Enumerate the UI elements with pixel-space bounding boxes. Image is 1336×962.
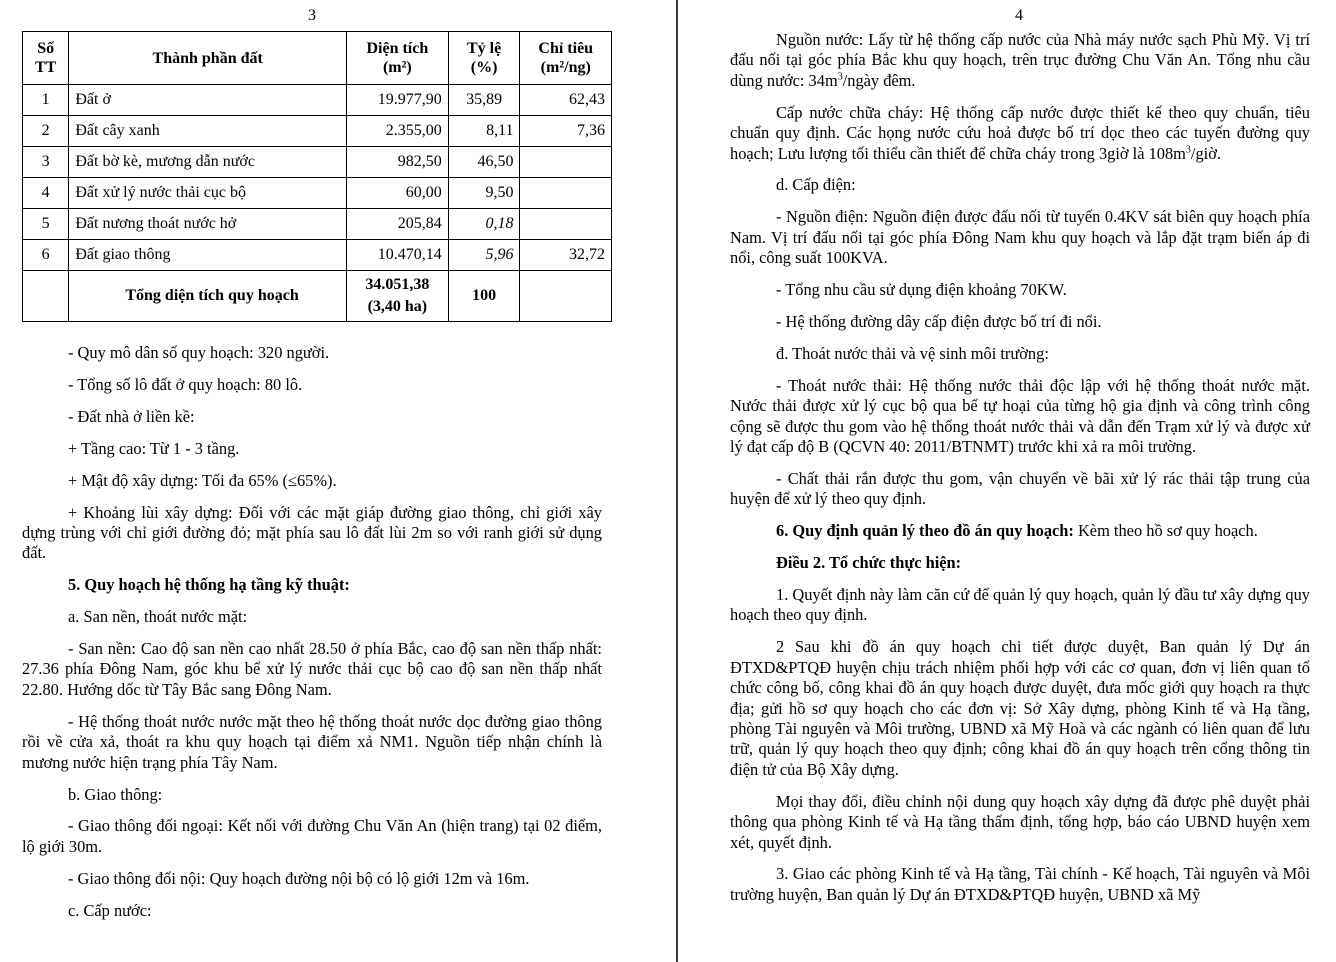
cell-ratio: 9,50 [448,178,520,209]
page-number: 3 [308,7,316,24]
cell-name: Đất cây xanh [69,116,347,147]
paragraph: - San nền: Cao độ san nền cao nhất 28.50 ở phía Bắc, cao độ san nền thấp nhất: 27.36 phía Đông Nam, góc khu bể xử lý nước thải cục bộ cao độ san nền thấp nhất 22.80. Hướng dốc từ Tây Bắc sang Đông Nam. [22,639,602,699]
paragraph: a. San nền, thoát nước mặt: [68,607,248,627]
table-row [23,178,612,209]
paragraph: đ. Thoát nước thải và vệ sinh môi trường: [776,343,1049,363]
table-row [23,116,612,147]
header-ratio: Tỷ lệ (%) [448,32,520,85]
cell-ratio: 8,11 [448,116,520,147]
header-stt: Số TT [23,32,69,85]
paragraph: 1. Quyết định này làm căn cứ để quản lý quy hoạch, quản lý đầu tư xây dựng quy hoạch theo quy định. [730,585,1310,625]
table-row [23,209,612,240]
paragraph: c. Cấp nước: [68,900,152,920]
paragraph: - Hệ thống thoát nước nước mặt theo hệ thống thoát nước dọc đường giao thông rồi về cửa xả, thoát ra khu quy hoạch tại điểm xả NM1. Nguồn tiếp nhận chính là mương nước hiện trạng phía Tây Nam. [22,711,602,772]
cell-ratio: 35,89 [448,85,520,116]
cell-index [520,178,612,209]
paragraph: - Giao thông đối nội: Quy hoạch đường nội bộ có lộ giới 12m và 16m. [68,868,530,888]
cell-stt-empty [23,271,69,322]
left-body-text [22,343,602,933]
total-label: Tổng diện tích quy hoạch [69,271,347,322]
cell-area: 19.977,90 [347,85,449,116]
cell-index: 7,36 [520,116,612,147]
table-row [23,240,612,271]
document-page-4 [678,0,1336,962]
cell-index: 32,72 [520,240,612,271]
total-area-ha: (3,40 ha) [367,298,428,315]
paragraph: 2 Sau khi đồ án quy hoạch chi tiết được duyệt, Ban quản lý Dự án ĐTXD&PTQĐ huyện chịu trách nhiệm phối hợp với các cơ quan, đơn vị liên quan tổ chức công bố, công khai đồ án quy hoạch được duyệt, đưa mốc giới quy hoạch ra thực địa; gửi hồ sơ quy hoạch cho các đơn vị: Sở Xây dựng, phòng Kinh tế và Hạ tầng, phòng Tài nguyên và Môi trường, UBND xã Mỹ Hoà và các ngành có liên quan để lưu trữ, quản lý quy hoạch theo quy định; công khai đồ án quy hoạch trên cổng thông tin điện tử của Bộ Xây dựng. [730,637,1310,779]
cell-area: 2.355,00 [347,116,449,147]
paragraph: b. Giao thông: [68,784,163,804]
paragraph: - Tổng nhu cầu sử dụng điện khoảng 70KW. [776,280,1067,300]
paragraph-fire-water [730,103,1310,164]
paragraph: - Chất thải rắn được thu gom, vận chuyển về bãi xử lý rác thải tập trung của huyện để xử lý theo quy định. [730,468,1310,509]
paragraph: d. Cấp điện: [776,175,856,195]
cell-name: Đất nương thoát nước hở [69,209,347,240]
cell-area: 205,84 [347,209,449,240]
superscript: 3 [1185,144,1191,156]
water-supply-end: /ngày đêm. [842,70,916,90]
cell-index: 62,43 [520,85,612,116]
total-area [347,271,449,322]
paragraph: + Tầng cao: Từ 1 - 3 tầng. [68,438,240,458]
cell-name: Đất giao thông [69,240,347,271]
cell-stt: 6 [23,240,69,271]
paragraph: - Giao thông đối ngoại: Kết nối với đường Chu Văn An (hiện trang) tại 02 điểm, lộ giới 30m. [22,816,602,856]
right-body-text [730,30,1310,917]
cell-stt: 5 [23,209,69,240]
header-index: Chỉ tiêu (m²/ng) [520,32,612,85]
fire-water-text: Cấp nước chữa cháy: Hệ thống cấp nước được thiết kế theo quy chuẩn, tiêu chuẩn quy định. Các họng nước cứu hoả được bố trí dọc theo các tuyến đường quy hoạch; Lưu lượng tối thiểu cần thiết để chữa cháy trong 3giờ là 108m [730,102,1310,163]
section-heading: 5. Quy hoạch hệ thống hạ tầng kỹ thuật: [68,575,350,595]
cell-stt: 3 [23,147,69,178]
section-6-heading: 6. Quy định quản lý theo đồ án quy hoạch: [776,521,1074,541]
table-row [23,147,612,178]
header-area: Diện tích (m²) [347,32,449,85]
cell-name: Đất ở [69,85,347,116]
section-6-text: Kèm theo hồ sơ quy hoạch. [1073,521,1258,541]
table-header-row [23,32,612,85]
paragraph-water-supply [730,30,1310,91]
fire-water-end: /giờ. [1190,143,1221,163]
paragraph: + Khoảng lùi xây dựng: Đối với các mặt giáp đường giao thông, chỉ giới xây dựng trùng với chỉ giới đường đỏ; mặt phía sau lô đất lùi 2m so với ranh giới sử dụng đất. [22,502,602,563]
cell-index [520,209,612,240]
land-use-table [22,31,612,322]
superscript: 3 [837,71,843,83]
paragraph: + Mật độ xây dựng: Tối đa 65% (≤65%). [68,470,337,490]
header-name: Thành phần đất [69,32,347,85]
water-supply-text: Nguồn nước: Lấy từ hệ thống cấp nước của Nhà máy nước sạch Phù Mỹ. Vị trí đấu nối tại góc phía Bắc khu quy hoạch, trên trục đường Chu Văn An. Tổng nhu cầu dùng nước: 34m [730,30,1310,90]
cell-ratio: 0,18 [448,209,520,240]
total-index-empty [520,271,612,322]
paragraph: - Thoát nước thải: Hệ thống nước thải độc lập với hệ thống thoát nước mặt. Nước thải được xử lý cục bộ qua bể tự hoại của từng hộ gia định và công trình công cộng sẽ được thu gom vào hệ thống thoát nước thải và dẫn đến Trạm xử lý và được xử lý đạt cấp độ B (QCVN 40: 2011/BTNMT) trước khi xả ra môi trường. [730,375,1310,456]
cell-index [520,147,612,178]
cell-area: 10.470,14 [347,240,449,271]
paragraph: - Quy mô dân số quy hoạch: 320 người. [68,343,330,362]
cell-stt: 1 [23,85,69,116]
cell-ratio: 46,50 [448,147,520,178]
paragraph: - Tổng số lô đất ở quy hoạch: 80 lô. [68,374,303,394]
paragraph: 3. Giao các phòng Kinh tế và Hạ tầng, Tài chính - Kế hoạch, Tài nguyên và Môi trường huyện, Ban quản lý Dự án ĐTXD&PTQĐ huyện, UBND xã Mỹ [730,864,1310,904]
total-area-m2: 34.051,38 [365,276,430,293]
cell-ratio: 5,96 [448,240,520,271]
paragraph-section-6 [730,521,1310,541]
article-2-heading: Điều 2. Tổ chức thực hiện: [776,553,962,573]
page-number: 4 [1015,7,1023,24]
cell-area: 60,00 [347,178,449,209]
table-row [23,85,612,116]
cell-stt: 2 [23,116,69,147]
cell-area: 982,50 [347,147,449,178]
paragraph: - Hệ thống đường dây cấp điện được bố trí đi nổi. [776,311,1102,331]
table-total-row [23,271,612,322]
paragraph: - Đất nhà ở liền kề: [68,406,195,426]
cell-name: Đất xử lý nước thải cục bộ [69,178,347,209]
cell-stt: 4 [23,178,69,209]
paragraph: Mọi thay đổi, điều chỉnh nội dung quy hoạch xây dựng đã được phê duyệt phải thông qua phòng Kinh tế và Hạ tầng thẩm định, tổng hợp, báo cáo UBND huyện xem xét, quyết định. [730,791,1310,852]
cell-name: Đất bờ kè, mương dẫn nước [69,147,347,178]
total-ratio: 100 [448,271,520,322]
paragraph: - Nguồn điện: Nguồn điện được đấu nối từ tuyến 0.4KV sát biên quy hoạch phía Nam. Vị trí đấu nối tại góc phía Đông Nam khu quy hoạch và lắp đặt trạm biến áp đi nổi, công suất 100KVA. [730,207,1310,268]
